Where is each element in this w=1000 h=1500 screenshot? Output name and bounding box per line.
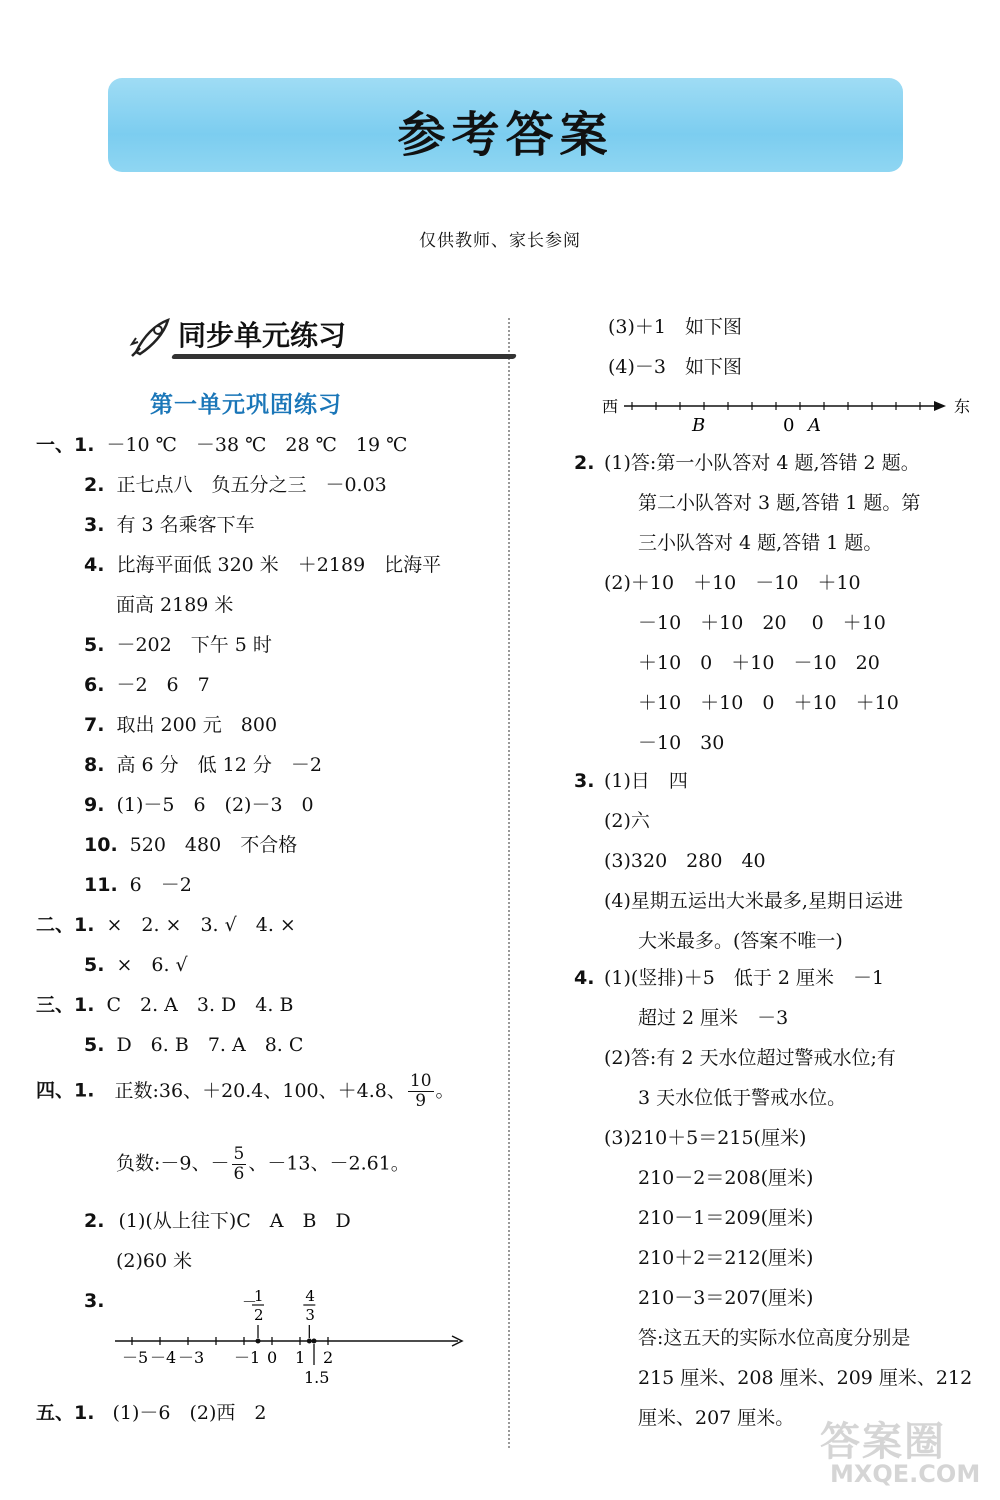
point-label: 1.5 [304,1368,330,1387]
fraction-den: 6 [233,1164,245,1184]
q-prefix: 3. [84,1290,105,1312]
fraction-den: 9 [415,1091,427,1111]
answer-line: (1)(竖排)＋5 低于 2 厘米 －1 [604,967,885,989]
q-prefix: 2. [574,452,595,474]
left-answer-line [36,432,407,458]
q-prefix: 5. [84,1034,105,1056]
left-answer-line [84,872,192,898]
answer-text: (1)－6 (2)西 2 [112,1402,267,1424]
unit-title: 第一单元巩固练习 [150,392,342,418]
left-answer-line [36,992,293,1018]
positive-end: 。 [435,1079,455,1102]
answer-text: 取出 200 元 800 [116,714,278,736]
answer-text: × 6. √ [116,954,188,976]
subtitle: 仅供教师、家长参阅 [419,231,581,251]
answer-line: (1)答:第一小队答对 4 题,答错 2 题。 [604,452,920,474]
answer-line: (3)210＋5＝215(厘米) [604,1127,807,1149]
left-answer-line [84,632,272,658]
answer-text: (1)－5 6 (2)－3 0 [116,794,314,816]
left-answer-line [84,552,441,578]
point-mark [307,1339,312,1344]
q-prefix: 2. [84,1210,105,1232]
left-answer-line [84,952,188,978]
q-prefix: 二、1. [36,914,95,936]
section-title: 同步单元练习 [178,319,347,352]
answer-line: 210＋2＝212(厘米) [638,1247,814,1269]
q4-1-positive [36,1072,455,1111]
q-prefix: 10. [84,834,118,856]
q-prefix: 4. [574,967,595,989]
answer-line: (3)320 280 40 [604,850,766,872]
answer-line: 210－2＝208(厘米) [638,1167,814,1189]
answer-text: －2 6 7 [116,674,210,696]
answer-line: －10 ＋10 20 0 ＋10 [638,612,886,634]
answer-line: (2)六 [604,810,650,832]
answer-text: 比海平面低 320 米 ＋2189 比海平 [116,554,442,576]
q-prefix: 6. [84,674,105,696]
answer-text: 正七点八 负五分之三 －0.03 [116,474,387,496]
tick-label: －1 [234,1348,261,1367]
section-underline [171,354,517,359]
answer-line: (2)＋10 ＋10 －10 ＋10 [604,572,861,594]
negative-label: 负数:－9、－ [116,1152,230,1175]
fraction-num: 1 [254,1287,264,1305]
fraction-den: 3 [305,1306,315,1324]
west-label: 西 [602,397,619,416]
left-answer-line [84,472,387,498]
east-label: 东 [954,397,971,416]
tick-label: 1 [295,1348,306,1367]
answer-line: 215 厘米、208 厘米、209 厘米、212 [638,1367,973,1389]
answer-line: 210－1＝209(厘米) [638,1207,814,1229]
point-mark [312,1339,317,1344]
answer-line: 厘米、207 厘米。 [638,1407,795,1429]
left-answer-line [84,1032,303,1058]
zero-label: 0 [783,415,795,436]
q-prefix: 五、1. [36,1402,95,1424]
q5-1 [36,1400,267,1426]
fraction-den: 2 [254,1306,264,1324]
point-a-label: A [808,415,821,436]
axis-arrow [934,401,946,411]
left-answer-line [84,752,322,778]
left-answer-line [84,712,277,738]
q-prefix: 3. [84,514,105,536]
watermark-text: 答案圈 [820,1419,946,1465]
right-r1: (3)＋1 如下图 [608,316,743,338]
left-answer-line [36,912,296,938]
answer-line: 210－3＝207(厘米) [638,1287,814,1309]
answer-line: －10 30 [638,732,725,754]
number-line-left [100,1285,480,1390]
point-mark [256,1339,261,1344]
q4-1-negative [116,1145,410,1184]
answer-line: 三小队答对 4 题,答错 1 题。 [638,532,883,554]
answer-text: －202 下午 5 时 [116,634,272,656]
answer-line: ＋10 ＋10 0 ＋10 ＋10 [638,692,899,714]
left-answer-line [116,592,233,618]
answer-line: (4)星期五运出大米最多,星期日运进 [604,890,903,912]
answer-line: 3 天水位低于警戒水位。 [638,1087,847,1109]
answer-text: 6 －2 [129,874,192,896]
answer-line: (2)答:有 2 天水位超过警戒水位;有 [604,1047,896,1069]
left-answer-line [84,512,255,538]
answer-text: (1)(从上往下)C A B D [118,1210,351,1232]
q-prefix: 7. [84,714,105,736]
fraction-num: 10 [409,1071,432,1091]
tick-label: －3 [178,1348,205,1367]
q-prefix: 一、1. [36,434,95,456]
answer-text: D 6. B 7. A 8. C [116,1034,304,1056]
negative-end: 、－13、－2.61。 [248,1152,410,1175]
answer-text: 面高 2189 米 [116,594,234,616]
answer-text: 高 6 分 低 12 分 －2 [116,754,322,776]
q-prefix: 四、1. [36,1079,95,1102]
fraction [232,1145,247,1184]
right-r2: (4)－3 如下图 [608,356,743,378]
q-prefix: 三、1. [36,994,95,1016]
page-title: 参考答案 [397,107,614,163]
answer-text: × 2. × 3. √ 4. × [106,914,296,936]
answer-text: 有 3 名乘客下车 [116,514,255,536]
positive-label: 正数:36、＋20.4、100、＋4.8、 [114,1079,406,1102]
left-answer-line [84,672,210,698]
left-answer-line [84,832,297,858]
fraction-sign: － [242,1293,258,1311]
q4-2-line1 [84,1208,351,1234]
q-prefix: 2. [84,474,105,496]
q-prefix: 8. [84,754,105,776]
watermark [820,1410,990,1495]
fraction [408,1072,434,1111]
q-prefix: 4. [84,554,105,576]
answer-line: 第二小队答对 3 题,答错 1 题。第 [638,492,921,514]
answer-text: C 2. A 3. D 4. B [106,994,294,1016]
q-prefix: 9. [84,794,105,816]
tick-label: －4 [150,1348,177,1367]
left-answer-line [84,792,314,818]
watermark-url: MXQE.COM [830,1460,981,1488]
answer-line: ＋10 0 ＋10 －10 20 [638,652,880,674]
answer-line: 答:这五天的实际水位高度分别是 [638,1327,911,1349]
point-b-label: B [692,415,706,436]
q-prefix: 3. [574,770,595,792]
answer-text: 520 480 不合格 [129,834,298,856]
answer-line: 超过 2 厘米 －3 [638,1007,789,1029]
title-banner [108,78,903,172]
q-prefix: 5. [84,634,105,656]
fraction-num: 5 [233,1144,245,1164]
answer-line: (1)日 四 [604,770,688,792]
fraction-num: 4 [305,1287,315,1305]
column-divider [508,318,510,1448]
answer-text: －10 ℃ －38 ℃ 28 ℃ 19 ℃ [106,434,408,456]
tick-label: －5 [122,1348,149,1367]
number-line-right [602,390,982,436]
answer-line: 大米最多。(答案不唯一) [638,930,843,952]
q4-2-line2: (2)60 米 [116,1250,193,1272]
tick-label: 2 [323,1348,334,1367]
q-prefix: 5. [84,954,105,976]
rocket-icon [128,312,176,360]
q-prefix: 11. [84,874,118,896]
tick-label: 0 [267,1348,278,1367]
section-heading [128,310,398,360]
